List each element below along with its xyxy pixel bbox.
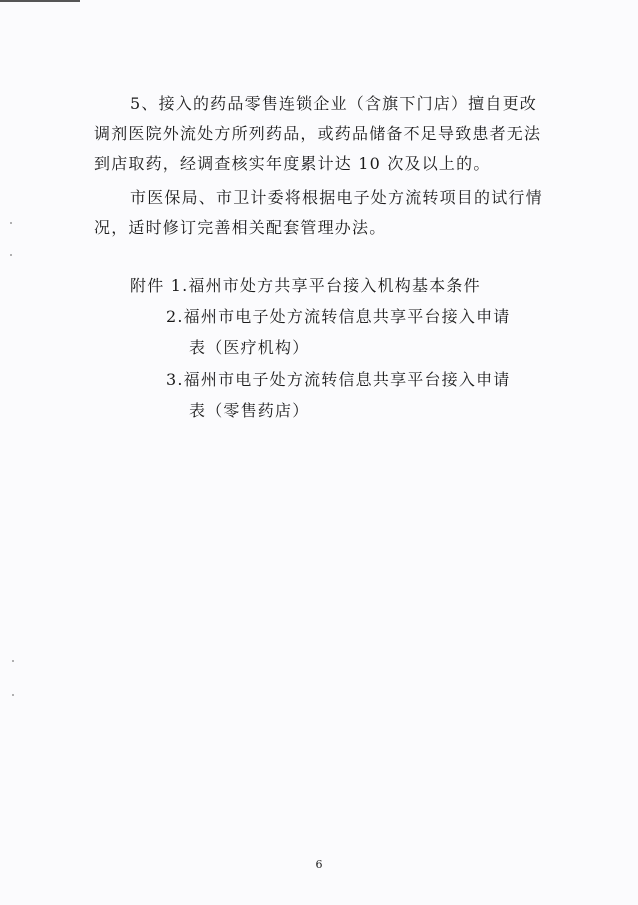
scan-speck — [10, 222, 12, 224]
attachment-3-title-line-2: 表（零售药店） — [189, 401, 310, 420]
scan-speck — [12, 694, 14, 696]
attachment-item-2 — [166, 302, 510, 332]
attachments-label: 附件 — [130, 276, 165, 295]
closing-line-2: 况，适时修订完善相关配套管理办法。 — [94, 218, 387, 237]
attachment-2-title-line-1: 福州市电子处方流转信息共享平台接入申请 — [183, 307, 511, 326]
clause-5-line-2: 调剂医院外流处方所列药品，或药品储备不足导致患者无法 — [94, 124, 542, 143]
attachment-2-number: 2. — [166, 307, 184, 326]
attachment-2-title-line-2: 表（医疗机构） — [189, 338, 310, 357]
scan-speck — [10, 254, 12, 256]
closing-line-1: 市医保局、市卫计委将根据电子处方流转项目的试行情 — [130, 188, 543, 207]
scan-speck — [12, 660, 14, 662]
attachment-1-title: 福州市处方共享平台接入机构基本条件 — [188, 276, 481, 295]
attachment-3-number: 3. — [166, 370, 184, 389]
attachment-1-number: 1. — [170, 276, 189, 295]
closing-paragraph — [94, 183, 544, 243]
clause-5-line-1: 5、接入的药品零售连锁企业（含旗下门店）擅自更改 — [130, 94, 537, 113]
attachment-item-3 — [166, 365, 510, 395]
clause-5-line-3: 到店取药，经调查核实年度累计达 10 次及以上的。 — [94, 154, 491, 173]
scan-edge-mark — [0, 0, 80, 2]
page-number: 6 — [315, 858, 323, 871]
clause-5-paragraph — [94, 89, 544, 179]
attachment-item-1 — [130, 271, 481, 301]
attachment-3-title-line-1: 福州市电子处方流转信息共享平台接入申请 — [183, 370, 511, 389]
